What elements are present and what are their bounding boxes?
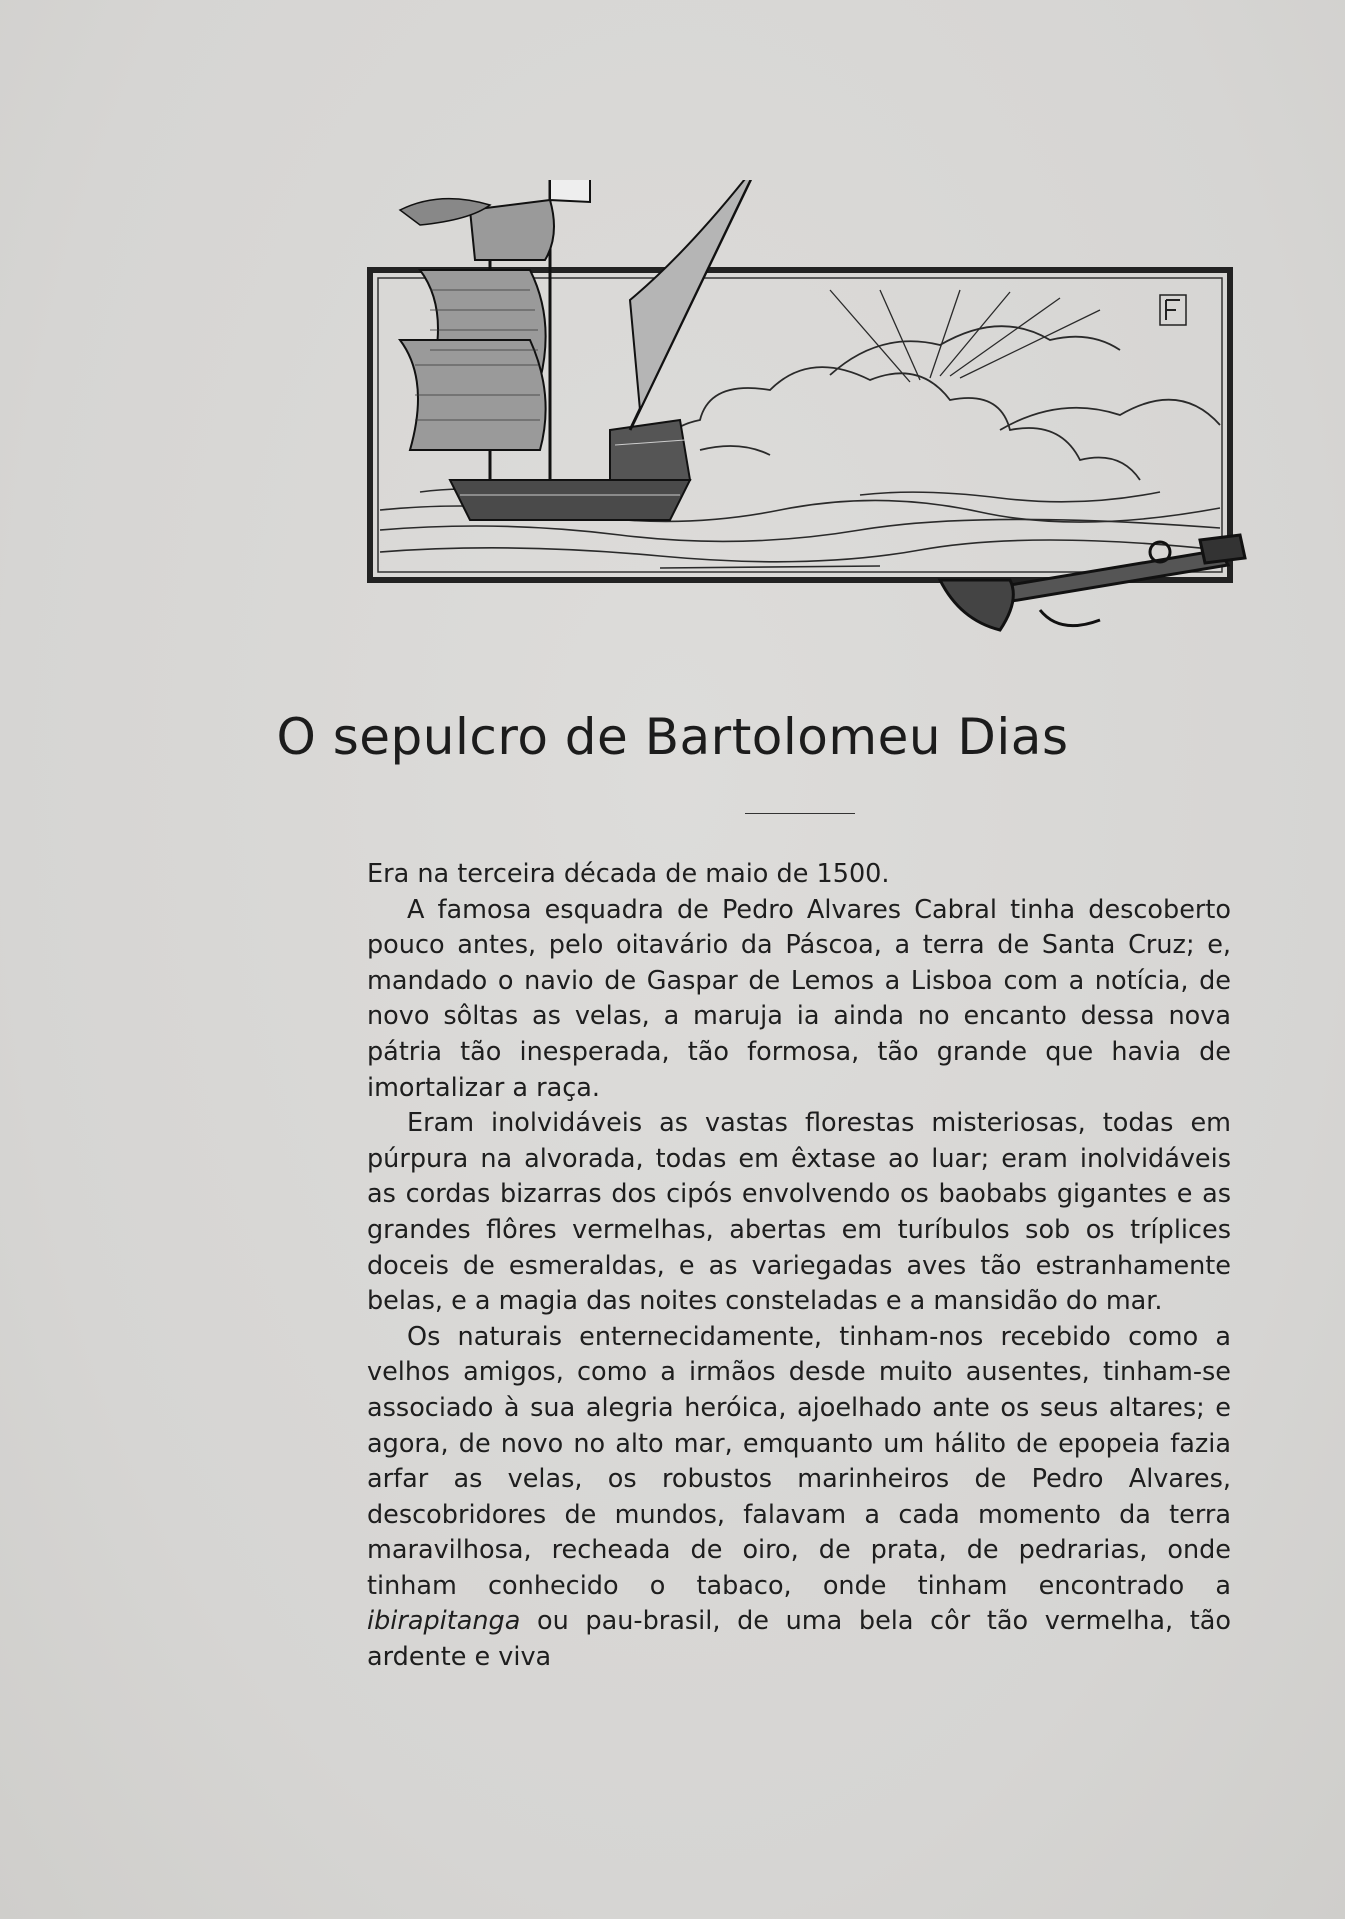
- paragraph-4: [367, 1320, 1231, 1676]
- chapter-title: O sepulcro de Bartolomeu Dias: [276, 708, 1069, 766]
- paragraph-3: Eram inolvidáveis as vastas florestas misteriosas, todas em púrpura na alvorada, todas em êxtase ao luar; eram inolvidáveis as cordas bizarras dos cipós envolvendo os baobabs gigantes e as grandes flôres vermelhas, abertas em turíbulos sob os tríplices doceis de esmeraldas, e as variegadas aves tão estranhamente belas, e a magia das noites consteladas e a mansidão do mar.: [367, 1108, 1231, 1317]
- italic-term: ibirapitanga: [367, 1606, 521, 1637]
- caravel-illustration: [360, 180, 1260, 640]
- paragraph-4-text-a: Os naturais enternecidamente, tinham-nos recebido como a velhos amigos, como a irmãos desde muito ausentes, tinham-se associado à sua alegria heróica, ajoelhado ante os seus altares; e agora, de novo no alto mar, emquanto um hálito de epopeia fazia arfar as velas, os robustos marinheiros de Pedro Alvares, descobridores de mundos, falavam a cada momento da terra maravilhosa, recheada de oiro, de prata, de pedrarias, onde tinham conhecido o tabaco, onde tinham encontrado a: [367, 1321, 1231, 1601]
- body-text: [367, 857, 1231, 1676]
- title-rule: [745, 813, 855, 814]
- paragraph-2: A famosa esquadra de Pedro Alvares Cabral tinha descoberto pouco antes, pelo oitavário da Páscoa, a terra de Santa Cruz; e, mandado o navio de Gaspar de Lemos a Lisboa com a notícia, de novo sôltas as velas, a maruja ia ainda no encanto dessa nova pátria tão inesperada, tão formosa, tão grande que havia de imortalizar a raça.: [367, 894, 1231, 1103]
- paragraph-1: Era na terceira década de maio de 1500.: [367, 859, 890, 889]
- paragraph-4-text-b: ou pau-brasil, de uma bela côr tão vermelha, tão ardente e viva: [367, 1606, 1231, 1673]
